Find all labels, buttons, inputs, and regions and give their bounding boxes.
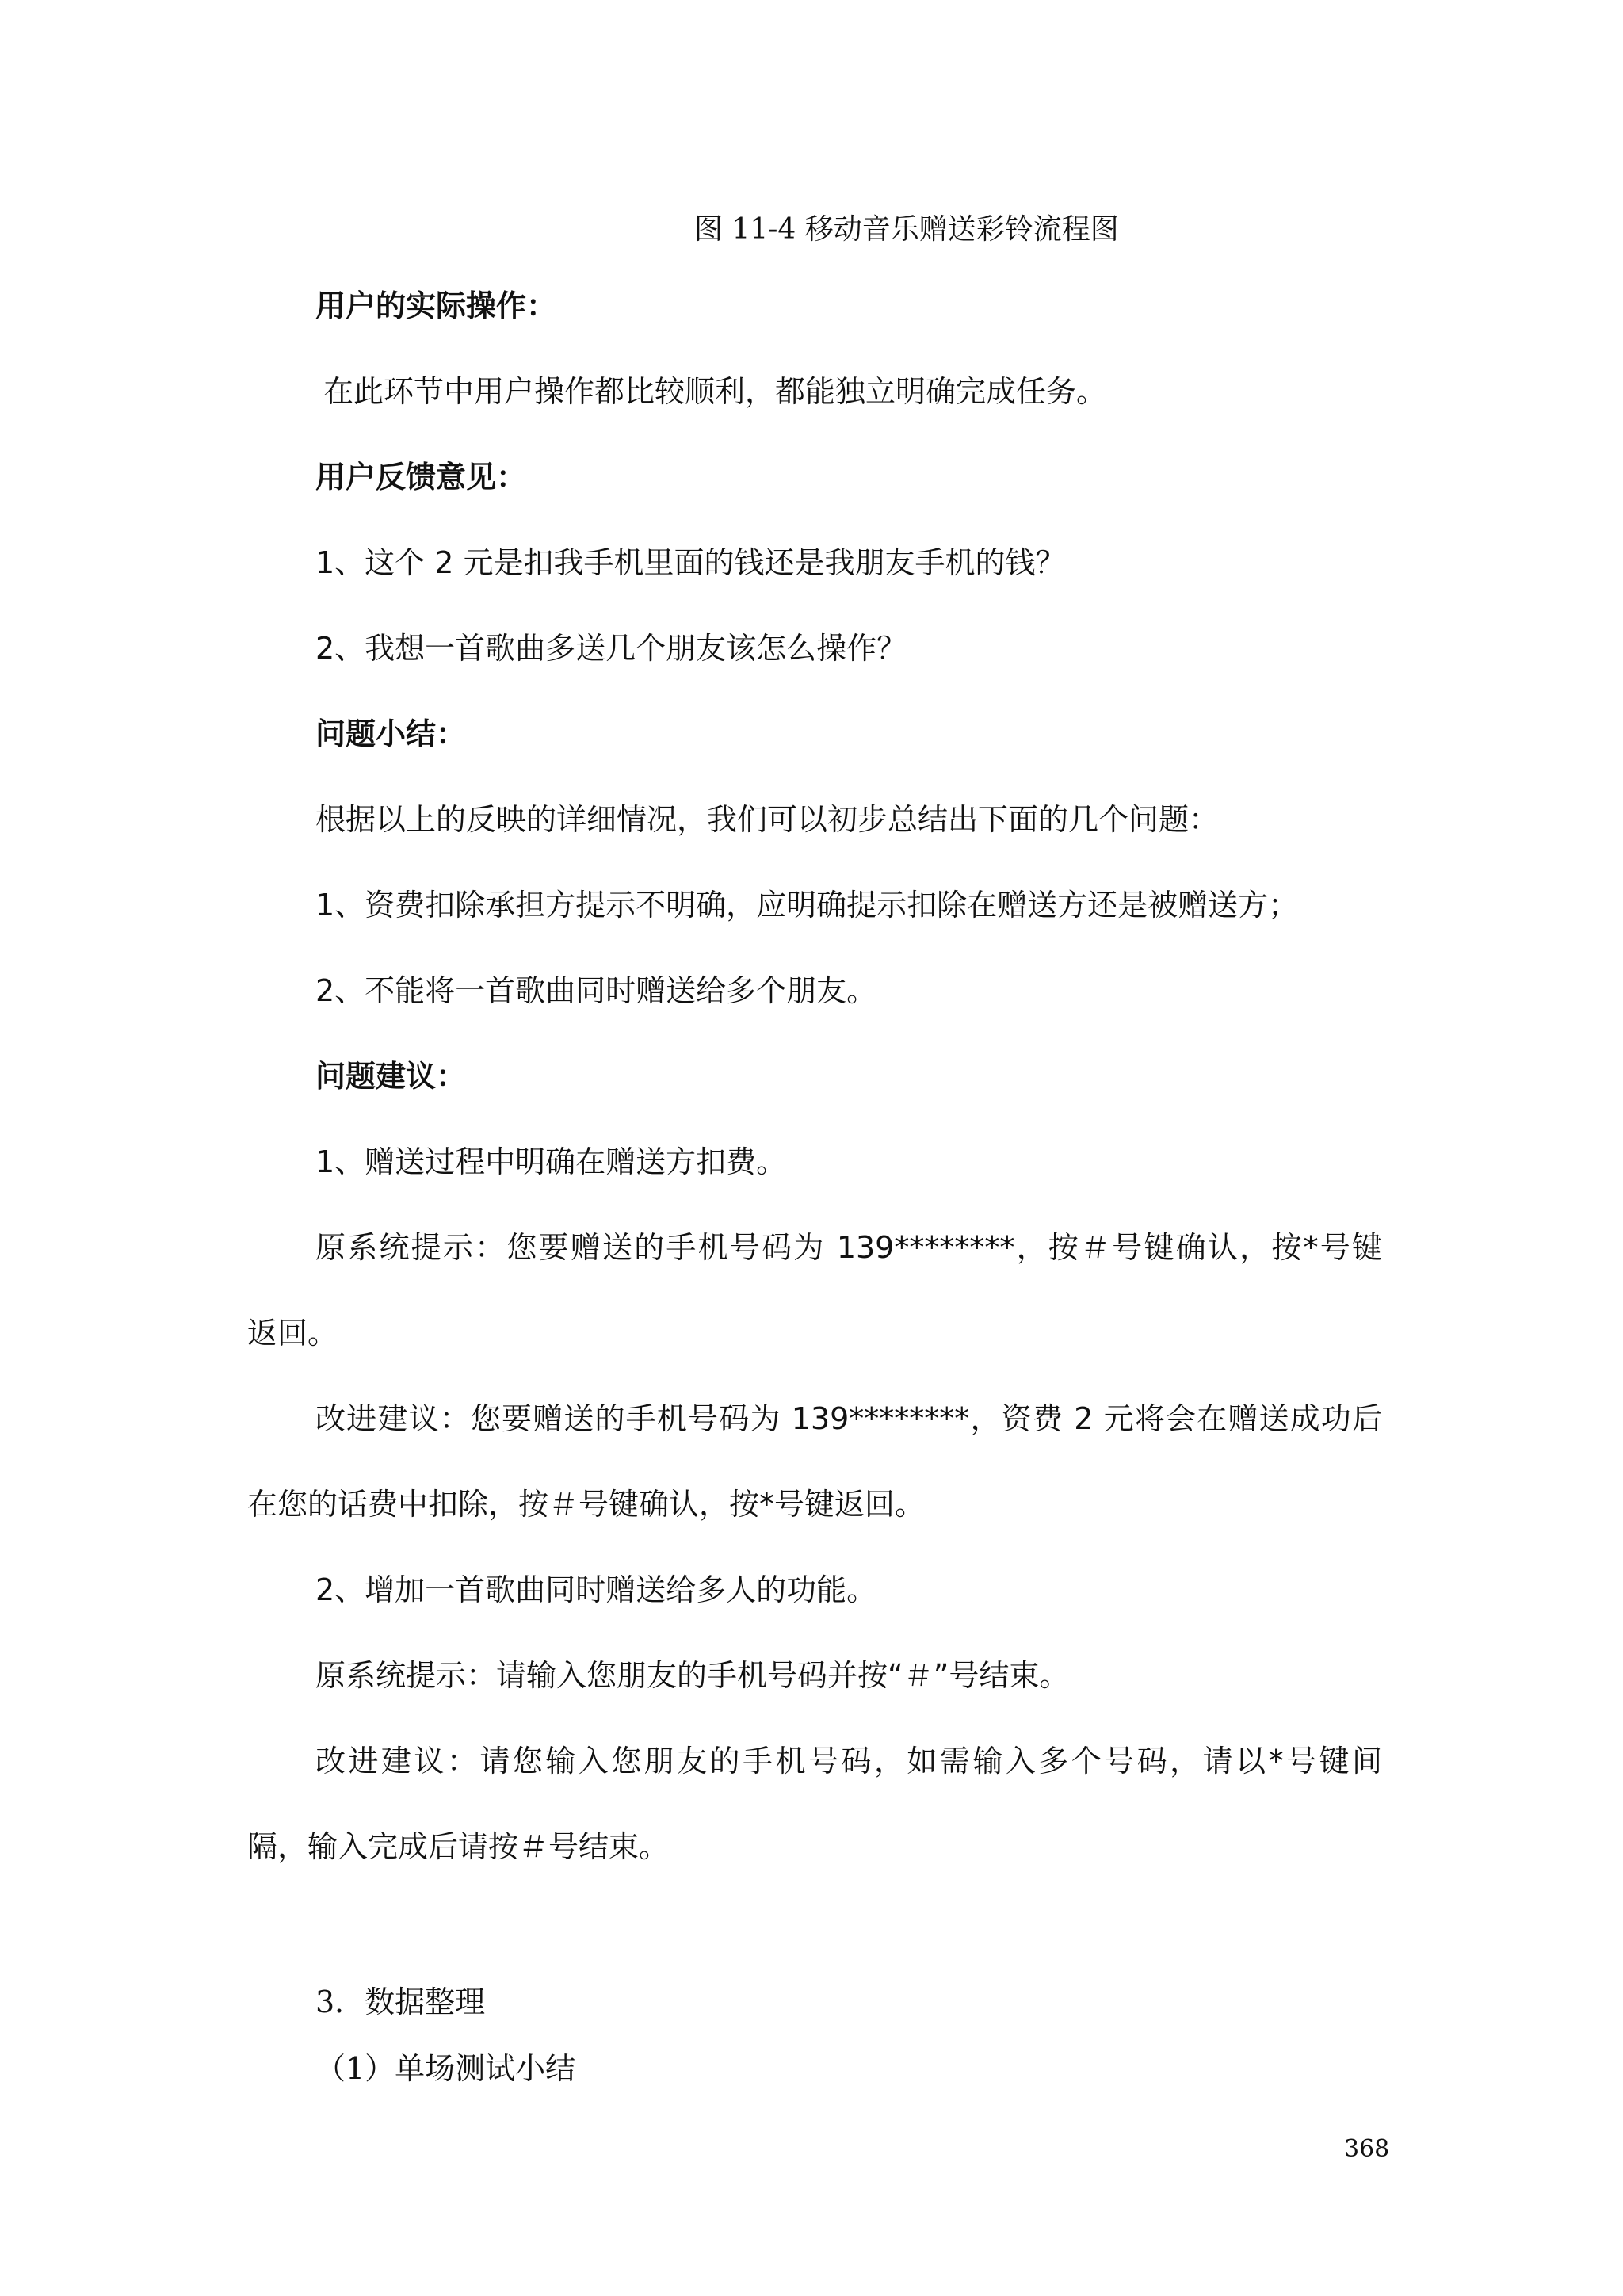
suggestion-heading: 问题建议：: [315, 1059, 467, 1094]
improved-prompt-line: 隔，输入完成后请按＃号结束。: [247, 1829, 670, 1864]
summary-intro: 根据以上的反映的详细情况，我们可以初步总结出下面的几个问题：: [315, 802, 1220, 837]
original-prompt-line: 返回。: [247, 1316, 338, 1350]
summary-item: 1、资费扣除承担方提示不明确，应明确提示扣除在赠送方还是被赠送方；: [315, 888, 1299, 923]
improved-prompt-line: 改进建议：您要赠送的手机号码为 139********，资费 2 元将会在赠送成功后: [315, 1401, 1382, 1436]
section-heading: 3．数据整理: [315, 1985, 486, 2019]
subsection-heading: （1）单场测试小结: [315, 2051, 576, 2086]
feedback-item: 1、这个 2 元是扣我手机里面的钱还是我朋友手机的钱？: [315, 545, 1066, 580]
page-number: 368: [1344, 2135, 1390, 2163]
user-ops-heading: 用户的实际操作：: [315, 288, 557, 323]
user-ops-text: 在此环节中用户操作都比较顺利，都能独立明确完成任务。: [323, 374, 1107, 409]
original-prompt-line: 原系统提示：您要赠送的手机号码为 139********，按＃号键确认，按*号键: [315, 1230, 1382, 1265]
suggestion-title: 1、赠送过程中明确在赠送方扣费。: [315, 1144, 787, 1179]
feedback-item: 2、我想一首歌曲多送几个朋友该怎么操作？: [315, 631, 907, 666]
summary-item: 2、不能将一首歌曲同时赠送给多个朋友。: [315, 973, 877, 1008]
improved-prompt-line: 改进建议：请您输入您朋友的手机号码，如需输入多个号码，请以*号键间: [315, 1744, 1382, 1778]
summary-heading: 问题小结：: [315, 716, 467, 751]
figure-caption: 图 11-4 移动音乐赠送彩铃流程图: [694, 213, 1119, 246]
feedback-heading: 用户反馈意见：: [315, 460, 527, 495]
original-prompt-line: 原系统提示：请输入您朋友的手机号码并按“＃”号结束。: [315, 1658, 1070, 1693]
suggestion-title: 2、增加一首歌曲同时赠送给多人的功能。: [315, 1572, 877, 1607]
improved-prompt-line: 在您的话费中扣除，按＃号键确认，按*号键返回。: [247, 1487, 926, 1522]
